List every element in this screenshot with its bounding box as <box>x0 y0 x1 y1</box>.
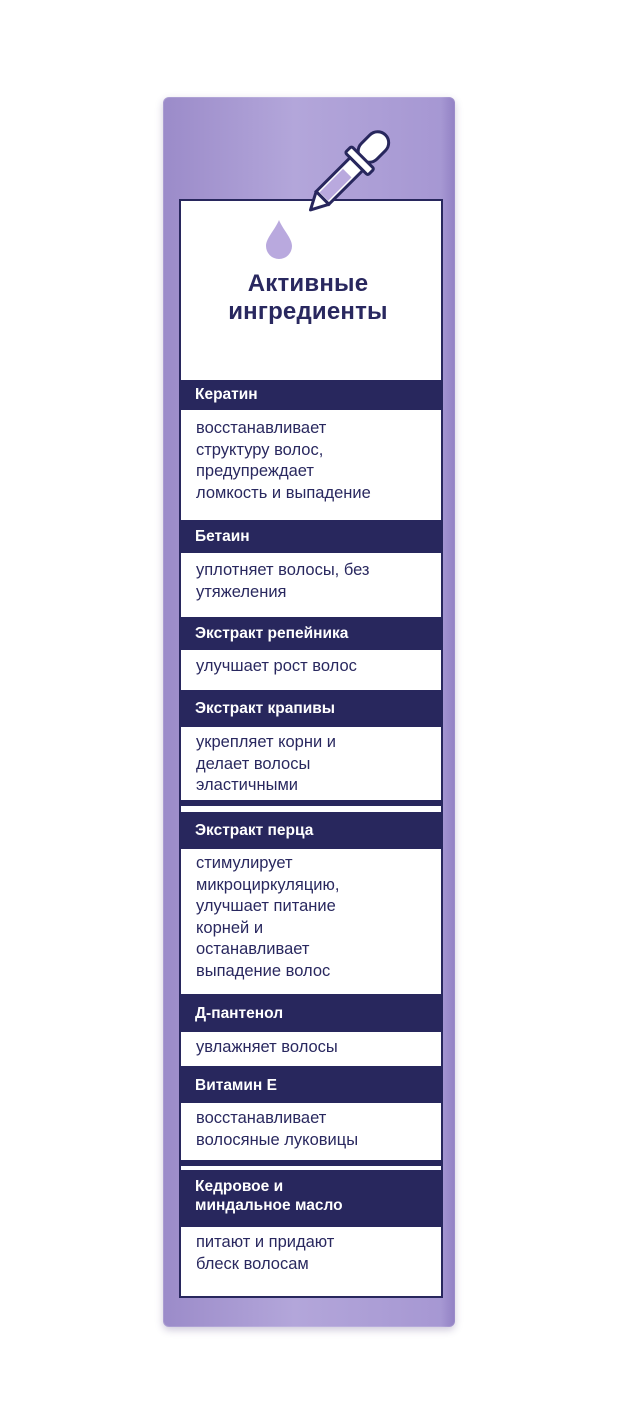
ingredient-name: Витамин Е <box>181 1066 443 1103</box>
ingredient-name: Д-пантенол <box>181 994 443 1032</box>
ingredient-description: укрепляет корни и делает волосы эластичными <box>196 733 336 794</box>
section-title <box>183 270 433 326</box>
section-divider <box>181 1160 443 1166</box>
ingredient-description: восстанавливает волосяные луковицы <box>196 1109 359 1149</box>
ingredient-description: питают и придают блеск волосам <box>196 1233 335 1273</box>
ingredient-name: Экстракт перца <box>181 812 443 849</box>
ingredient-description: стимулирует микроциркуляцию, улучшает питание корней и останавливает выпадение волос <box>196 854 340 980</box>
ingredient-name: Бетаин <box>181 520 443 553</box>
drop-icon <box>263 218 295 260</box>
ingredient-name: Экстракт репейника <box>181 617 443 650</box>
section-divider <box>181 800 443 806</box>
ingredient-name: Кератин <box>181 380 443 410</box>
ingredient-name: Экстракт крапивы <box>181 690 443 727</box>
title-line-2: ингредиенты <box>228 298 388 325</box>
ingredient-description: уплотняет волосы, без утяжеления <box>196 561 370 601</box>
box-edge-shade <box>441 97 455 1327</box>
ingredient-description: увлажняет волосы <box>196 1038 338 1056</box>
ingredient-name: Кедровое и миндальное масло <box>181 1170 443 1227</box>
ingredient-description: улучшает рост волос <box>196 657 357 675</box>
title-line-1: Активные <box>247 270 369 297</box>
ingredient-description: восстанавливает структуру волос, предупреждает ломкость и выпадение <box>196 419 371 502</box>
